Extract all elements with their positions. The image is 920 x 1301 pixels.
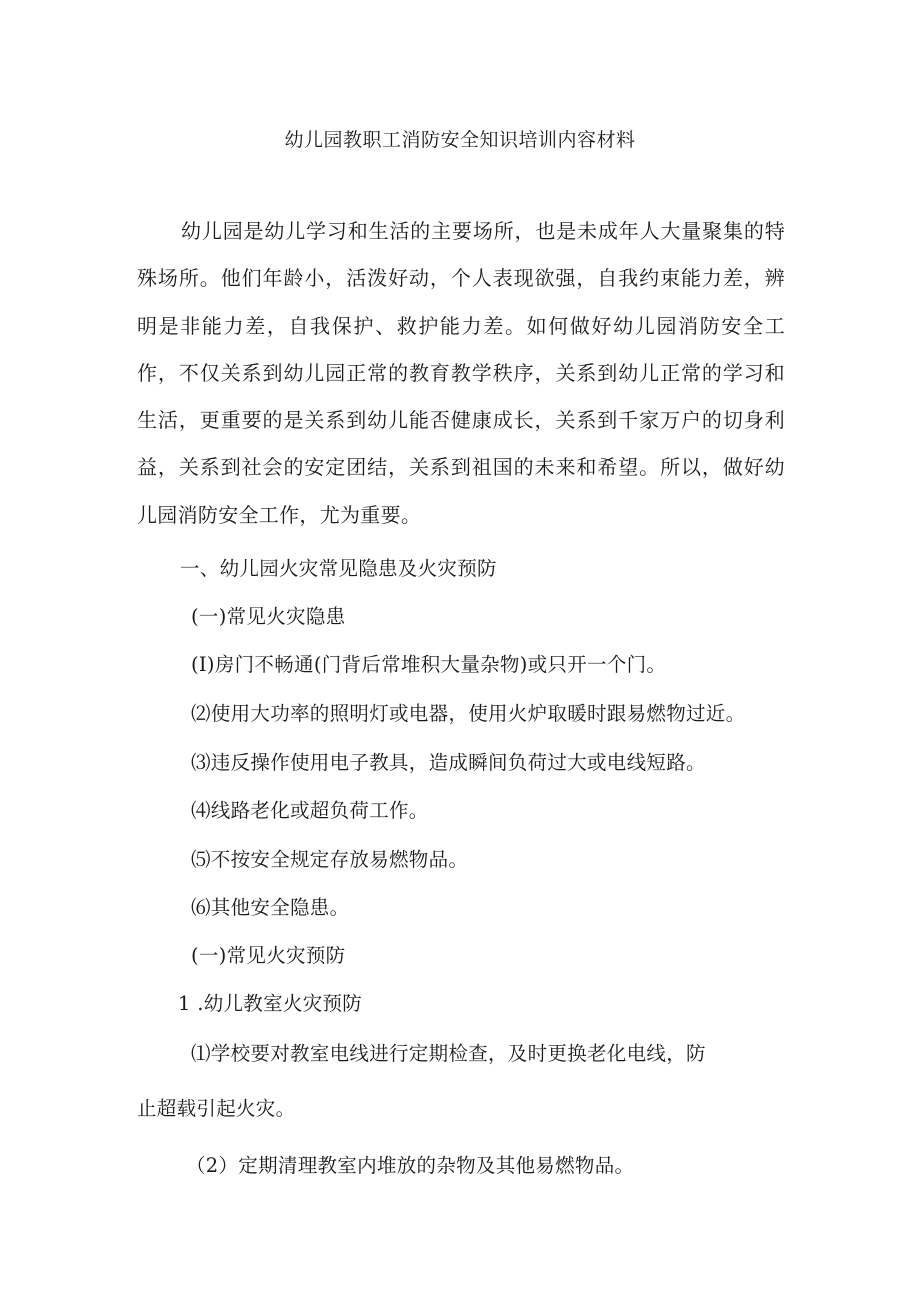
- numbered-heading: 1 .幼儿教室火灾预防: [178, 992, 363, 1015]
- subsection-heading: (一)常见火灾隐患: [191, 605, 346, 628]
- prevention-item: ⑴学校要对教室电线进行定期检查，及时更换老化电线，防: [191, 1042, 706, 1065]
- hazard-item: ⑷线路老化或超负荷工作。: [191, 799, 429, 822]
- hazard-item: ⑹其他安全隐患。: [191, 896, 350, 919]
- prevention-item-continued: 止超载引起火灾。: [137, 1097, 296, 1120]
- hazard-item: ⑸不按安全规定存放易燃物品。: [191, 848, 469, 871]
- hazard-item: (I)房门不畅通(门背后常堆积大量杂物)或只开一个门。: [191, 653, 667, 676]
- prevention-item: （2）定期清理教室内堆放的杂物及其他易燃物品。: [186, 1154, 635, 1177]
- section-heading: 一、幼儿园火灾常见隐患及火灾预防: [180, 557, 497, 580]
- hazard-item: ⑵使用大功率的照明灯或电器，使用火炉取暖时跟易燃物过近。: [191, 702, 746, 725]
- hazard-item: ⑶违反操作使用电子教具，造成瞬间负荷过大或电线短路。: [191, 751, 706, 774]
- subsection-heading: (一)常见火灾预防: [191, 944, 346, 967]
- document-title: 幼儿园教职工消防安全知识培训内容材料: [284, 129, 636, 151]
- intro-paragraph: 幼儿园是幼儿学习和生活的主要场所，也是未成年人大量聚集的特殊场所。他们年龄小，活泼好动，个人表现欲强，自我约束能力差，辨明是非能力差，自我保护、救护能力差。如何做好幼儿园消防安全工作，不仅关系到幼儿园正常的教育教学秩序，关系到幼儿正常的学习和生活，更重要的是关系到幼儿能否健康成长，关系到千家万户的切身利益，关系到社会的安定团结，关系到祖国的未来和希望。所以，做好幼儿园消防安全工作，尤为重要。: [137, 219, 785, 527]
